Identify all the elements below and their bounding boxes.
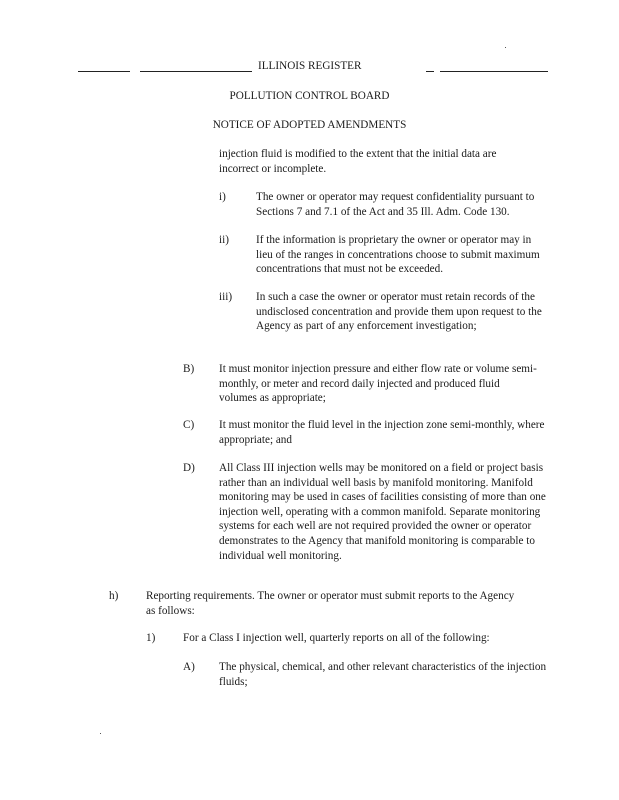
roman-item-num: i) [219,191,226,203]
roman-item-text: In such a case the owner or operator must retain records of the undisclosed concentration and provide them upon request to the Agency as part of any enforcement investigation; [256,291,542,333]
item-1-num: 1) [146,632,156,644]
letter-item-num: B) [183,363,195,375]
letter-item-text: All Class III injection wells may be monitored on a field or project basis rather than an individual well basis by manifold monitoring. Manifold monitoring may be used in cases of facilities consisting of more than one injection well, operating with a common manifold. Separate monitoring systems for each well are not required provided the owner or operator demonstrates to the Agency that manifold monitoring is comparable to individual well monitoring. [219,462,546,562]
header-rule-right-2 [440,71,548,72]
letter-item-num: C) [183,419,195,431]
letter-item-text: It must monitor the fluid level in the injection zone semi-monthly, where appropriate; and [219,419,545,446]
letter-item-text: It must monitor injection pressure and either flow rate or volume semi-monthly, or meter and record daily injected and produced fluid volumes as appropriate; [219,363,537,405]
roman-item-text: The owner or operator may request confidentiality pursuant to Sections 7 and 7.1 of the Act and 35 Ill. Adm. Code 130. [256,191,535,218]
section-h-text: Reporting requirements. The owner or operator must submit reports to the Agency as follows: [146,590,515,617]
notice-title: NOTICE OF ADOPTED AMENDMENTS [212,119,407,131]
intro-paragraph: injection fluid is modified to the extent that the initial data are incorrect or incomplete. [219,148,497,175]
header-rule-left [78,71,130,72]
scan-speck-bottom [100,733,101,734]
item-A-text: The physical, chemical, and other relevant characteristics of the injection fluids; [219,661,547,688]
letter-item-num: D) [183,462,195,474]
header-rule-right [426,71,434,72]
header-rule-left-2 [140,71,252,72]
roman-item-num: iii) [219,291,233,303]
scan-speck-top [505,47,506,48]
item-A-num: A) [183,661,195,673]
board-title: POLLUTION CONTROL BOARD [229,90,390,102]
roman-item-text: If the information is proprietary the owner or operator may in lieu of the ranges in concentrations choose to submit maximum concentrations that must not be exceeded. [256,234,540,276]
section-h-num: h) [109,590,119,602]
item-1-text: For a Class I injection well, quarterly reports on all of the following: [183,632,490,644]
register-title: ILLINOIS REGISTER [258,60,362,72]
roman-item-num: ii) [219,234,229,246]
